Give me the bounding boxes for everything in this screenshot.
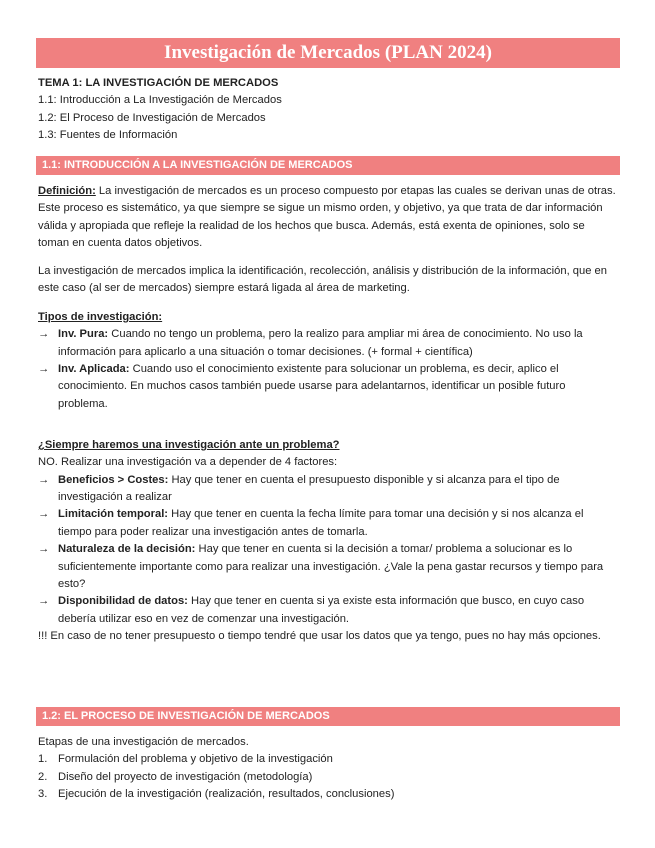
arrow-icon: → — [38, 508, 50, 521]
list-item — [38, 472, 616, 507]
step-text: Formulación del problema y objetivo de la investigación — [58, 753, 333, 766]
definition-label: Definición: — [38, 185, 96, 197]
toc-item: 1.2: El Proceso de Investigación de Mercados — [38, 111, 266, 124]
note-text: !!! En caso de no tener presupuesto o tiempo tendré que usar los datos que ya tengo, pues no hay más opciones. — [38, 629, 601, 642]
item-text: Hay que tener en cuenta si ya existe esta información que busco, en cuyo caso debería utilizar eso en vez de comenzar una investigación. — [58, 595, 585, 625]
step-number: 2. — [38, 770, 48, 783]
section-header-1-2: 1.2: EL PROCESO DE INVESTIGACIÓN DE MERCADOS — [36, 707, 620, 726]
table-of-contents — [38, 75, 616, 144]
item-text: Hay que tener en cuenta el presupuesto disponible y si alcanza para el tipo de investigación a realizar — [58, 473, 560, 504]
item-label: Beneficios > Costes: — [58, 473, 169, 486]
toc-item: 1.3: Fuentes de Información — [38, 129, 178, 142]
list-item — [38, 361, 616, 413]
types-section — [38, 309, 616, 413]
list-item — [38, 326, 616, 361]
toc-heading: TEMA 1: LA INVESTIGACIÓN DE MERCADOS — [38, 77, 279, 89]
list-item — [38, 751, 616, 768]
step-number: 1. — [38, 753, 48, 766]
step-text: Ejecución de la investigación (realización, resultados, conclusiones) — [58, 788, 395, 801]
toc-item: 1.1: Introducción a La Investigación de Mercados — [38, 94, 282, 107]
item-label: Disponibilidad de datos: — [58, 595, 188, 608]
question-heading: ¿Siempre haremos una investigación ante un problema? — [38, 439, 340, 451]
list-item — [38, 506, 616, 541]
answer-text: NO. Realizar una investigación va a depender de 4 factores: — [38, 456, 338, 469]
arrow-icon: → — [38, 328, 50, 341]
types-heading: Tipos de investigación: — [38, 311, 163, 323]
list-item — [38, 541, 616, 593]
arrow-icon: → — [38, 363, 50, 376]
list-item — [38, 769, 616, 786]
document-title: Investigación de Mercados (PLAN 2024) — [36, 38, 620, 68]
list-item — [38, 593, 616, 628]
arrow-icon: → — [38, 543, 50, 556]
item-text: Hay que tener en cuenta la fecha límite para tomar una decisión y si nos alcanza el tiempo para poder realizar una investigación antes de tomarla. — [58, 508, 584, 538]
factors-section — [38, 437, 616, 645]
item-label: Inv. Aplicada: — [58, 363, 130, 376]
list-item — [38, 786, 616, 803]
section-header-1-1: 1.1: INTRODUCCIÓN A LA INVESTIGACIÓN DE MERCADOS — [36, 156, 620, 175]
item-text: Cuando uso el conocimiento existente para solucionar un problema, es decir, aplico el conocimiento. En muchos casos también puede usarse para adelantarnos, identificar un posible futuro problema. — [58, 363, 566, 410]
step-text: Diseño del proyecto de investigación (metodología) — [58, 770, 313, 783]
process-section — [38, 734, 616, 803]
item-label: Naturaleza de la decisión: — [58, 543, 196, 556]
item-text: Hay que tener en cuenta si la decisión a tomar/ problema a solucionar es lo suficientemente importante como para realizar una investigación. ¿Vale la pena gastar recursos y tiempo para esto? — [58, 543, 604, 590]
arrow-icon: → — [38, 595, 50, 608]
item-label: Inv. Pura: — [58, 328, 109, 341]
definition-text: La investigación de mercados es un proceso compuesto por etapas las cuales se derivan unas de otras. Este proceso es sistemático, ya que siempre se sigue un mismo orden, y objetivo, ya que trata de dar información válida y apropiada que refleje la realidad de los hechos que busca. Además, está exenta de opiniones, solo se toman en cuenta datos objetivos. — [38, 185, 616, 250]
step-number: 3. — [38, 788, 48, 801]
definition-paragraph — [38, 183, 616, 252]
process-intro: Etapas de una investigación de mercados. — [38, 736, 249, 748]
item-text: Cuando no tengo un problema, pero la realizo para ampliar mi área de conocimiento. No uso la información para aplicarlo a una situación o tomar decisiones. (+ formal + científica) — [58, 328, 583, 358]
item-label: Limitación temporal: — [58, 508, 169, 521]
paragraph-text: La investigación de mercados implica la identificación, recolección, análisis y distribución de la información, que en este caso (al ser de mercados) siempre estará ligada al área de marketing. — [38, 265, 608, 295]
marketing-paragraph — [38, 263, 616, 298]
arrow-icon: → — [38, 473, 50, 486]
